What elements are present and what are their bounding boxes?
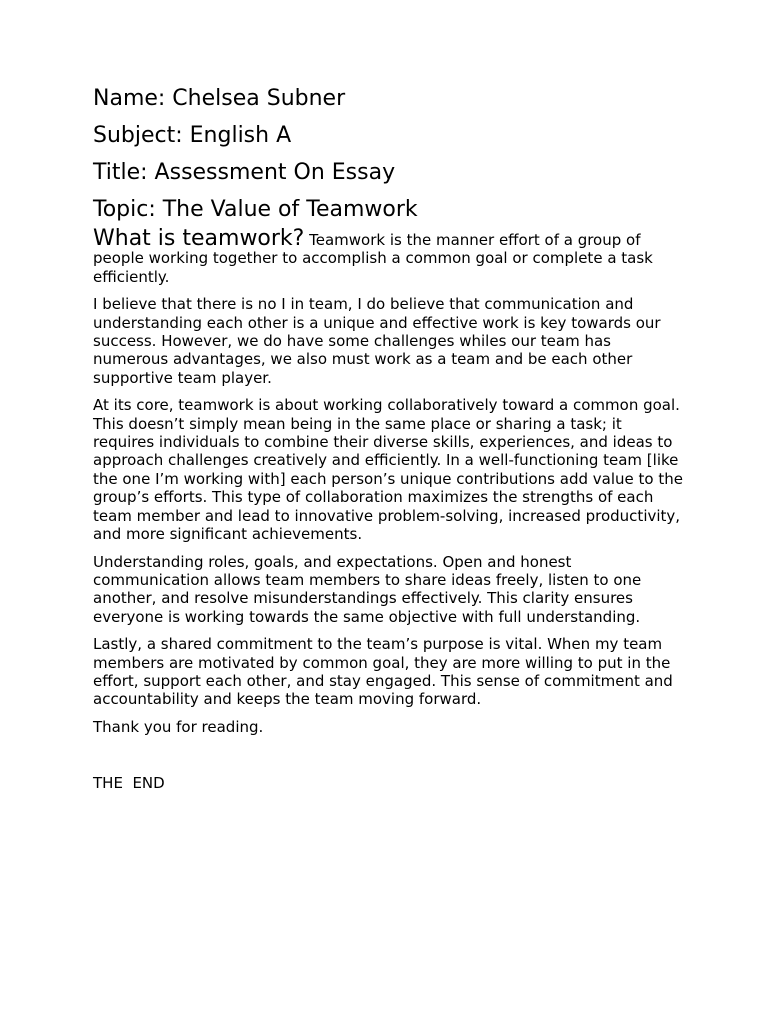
closing-line: Thank you for reading. [93,717,264,736]
topic-line: Topic: The Value of Teamwork [93,197,418,222]
subject-line: Subject: English A [93,123,292,148]
the-end-line: THE END [93,774,165,793]
body-paragraph-3: Understanding roles, goals, and expectations. Open and honest communication allows team members to share ideas freely, listen to one another, and resolve misunderstandings effectively. This clarity ensures everyone is working towards the same objective with full understanding. [93,552,642,626]
body-paragraph-1: I believe that there is no I in team, I do believe that communication and understanding each other is a unique and effective work is key towards our success. However, we do have some challenges whiles our team has numerous advantages, we also must work as a team and be each other supportive team player. [93,295,661,387]
body-paragraph-2: At its core, teamwork is about working collaboratively toward a common goal. This doesn’t simply mean being in the same place or sharing a task; it requires individuals to combine their diverse skills, experiences, and ideas to approach challenges creatively and efficiently. In a well-functioning team [like the one I’m working with] each person’s unique contributions add value to the group’s efforts. This type of collaboration maximizes the strengths of each team member and lead to innovative problem-solving, increased productivity, and more significant achievements. [93,396,683,544]
document-page [93,84,683,793]
intro-paragraph [93,226,683,286]
title-line: Title: Assessment On Essay [93,160,396,185]
intro-question: What is teamwork? [93,226,305,251]
name-line: Name: Chelsea Subner [93,86,346,111]
intro-text: Teamwork is the manner effort of a group of people working together to accomplish a common goal or complete a task efficiently. [93,231,653,286]
body-paragraph-4: Lastly, a shared commitment to the team’s purpose is vital. When my team members are motivated by common goal, they are more willing to put in the effort, support each other, and stay engaged. This sense of commitment and accountability and keeps the team moving forward. [93,635,673,709]
